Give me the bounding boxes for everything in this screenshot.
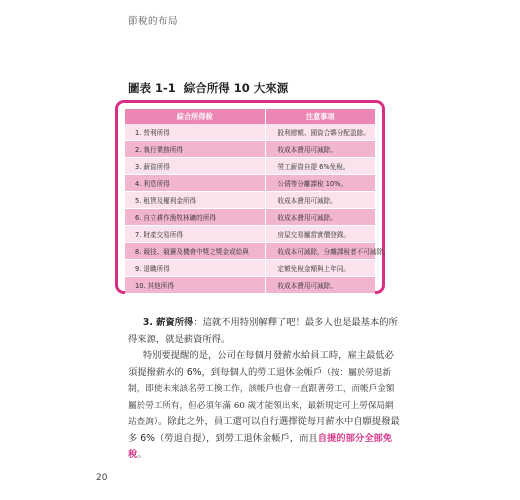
table-row — [125, 141, 375, 158]
table-row — [125, 192, 375, 209]
figure-title — [128, 80, 288, 96]
note-cell: 收成本費用可減除。 — [265, 209, 375, 226]
pension-text-continued: 。除此之外，員工還可以自行選擇從每月薪水中自願提撥最多 6%（勞退自提），到勞工退休金帳戶，而且 — [128, 416, 400, 444]
note-cell: 股利總額、國資合夥分配盈餘。 — [265, 124, 375, 141]
paragraph-salary-income — [128, 315, 400, 348]
figure-label: 圖表 1-1 — [128, 81, 176, 95]
header-notes: 注意事項 — [265, 109, 375, 124]
table-row — [125, 226, 375, 243]
table-row — [125, 243, 375, 260]
figure-caption: 綜合所得 10 大來源 — [183, 81, 289, 95]
pension-text: 特別要提醒的是，公司在每個月發薪水給員工時，雇主最低必須提撥薪水的 6%，到每個人的勞工退休金帳戶 — [128, 350, 394, 378]
pension-text-end: 。 — [137, 449, 147, 460]
header-income-tax: 綜合所得稅 — [125, 109, 265, 124]
table-row — [125, 158, 375, 175]
note-cell: 收成本費用可減除。 — [265, 192, 375, 209]
income-type-cell: 4. 利息所得 — [125, 175, 265, 192]
income-type-cell: 3. 薪資所得 — [125, 158, 265, 175]
income-type-cell: 5. 租賃及權利金所得 — [125, 192, 265, 209]
note-cell: 收成本費用可減除。 — [265, 277, 375, 294]
salary-income-text: ：這就不用特別解釋了吧！最多人也是最基本的所得來源，就是薪資所得。 — [128, 317, 398, 345]
note-cell: 勞工薪資自提 6%免稅。 — [265, 158, 375, 175]
income-type-cell: 1. 營利所得 — [125, 124, 265, 141]
table-row — [125, 124, 375, 141]
table-header-row — [125, 109, 375, 124]
income-type-cell: 2. 執行業務所得 — [125, 141, 265, 158]
page-number: 20 — [96, 473, 108, 483]
table-row — [125, 175, 375, 192]
tax-free-highlight: 自提的部分全部免稅 — [128, 432, 393, 460]
salary-income-lead: 3. 薪資所得 — [142, 317, 194, 328]
note-cell: 公債等分離課稅 10%。 — [265, 175, 375, 192]
running-head: 節稅的布局 — [128, 16, 179, 27]
income-type-cell: 10. 其他所得 — [125, 277, 265, 294]
table-row — [125, 277, 375, 294]
note-cell: 收成本可減除，分離課稅者不可減除。 — [265, 243, 375, 260]
paragraph-pension-reminder — [128, 348, 400, 464]
note-cell: 房屋交易屬當實價登錄。 — [265, 226, 375, 243]
income-sources-table-frame — [115, 100, 390, 294]
income-type-cell: 8. 競技、競賽及機會中獎之獎金或給與 — [125, 243, 265, 260]
income-type-cell: 6. 自立耕作漁牧林礦的所得 — [125, 209, 265, 226]
note-cell: 定額免稅金額與上年同。 — [265, 260, 375, 277]
note-cell: 收成本費用可減除。 — [265, 141, 375, 158]
table-row — [125, 260, 375, 277]
table-row — [125, 209, 375, 226]
pension-note: （按：屬於勞退新制，即使未來該名勞工換工作，該帳戶也會一直跟著勞工，而帳戶金額屬於勞工所有，但必須年滿 60 歲才能領出來，最新規定可上勞保局網站查詢） — [128, 367, 395, 427]
income-type-cell: 9. 退職所得 — [125, 260, 265, 277]
body-text — [128, 315, 400, 464]
income-type-cell: 7. 財產交易所得 — [125, 226, 265, 243]
income-sources-table — [125, 109, 390, 294]
